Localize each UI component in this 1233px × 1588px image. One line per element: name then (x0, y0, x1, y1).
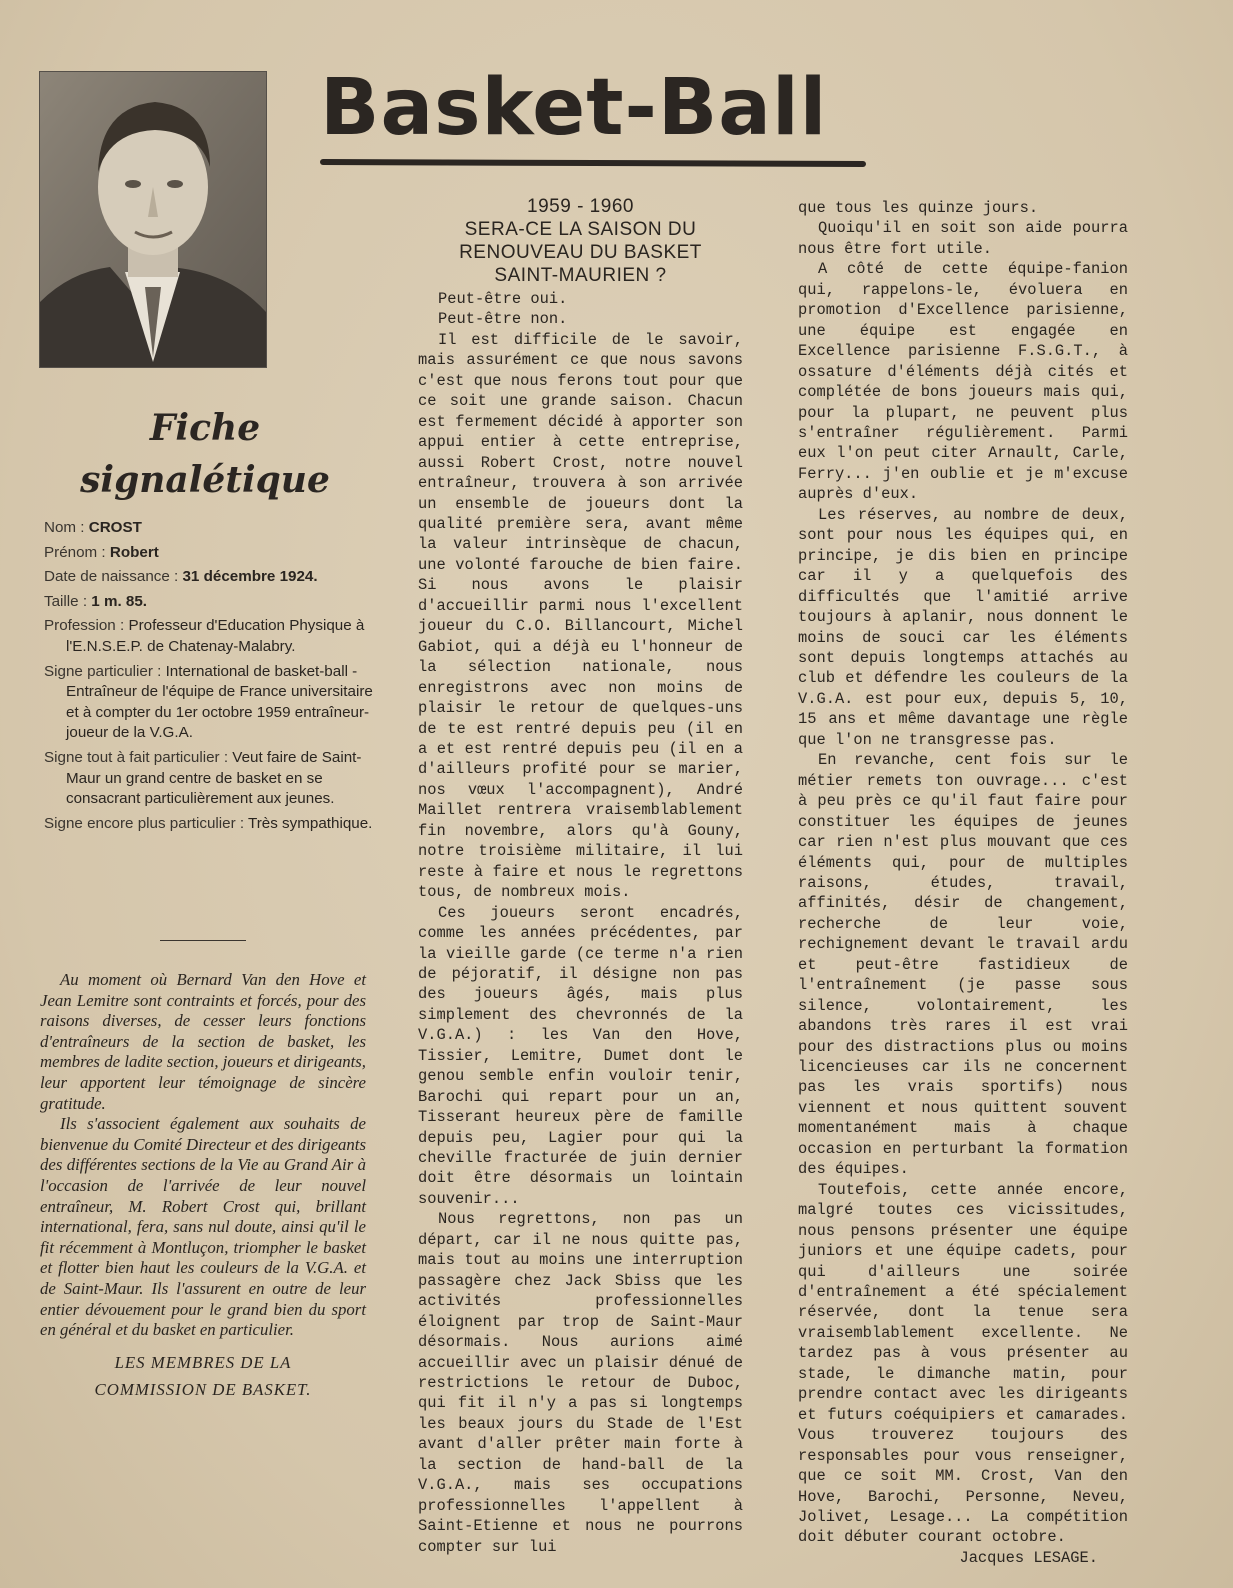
separator-rule (160, 940, 246, 941)
page-title: Basket-Ball (320, 63, 828, 153)
fiche-nom (44, 518, 374, 539)
fiche-value: Veut faire de Saint-Maur un grand centre de basket en se consacrant particulièrement aux jeunes. (66, 748, 362, 808)
fiche-value: 31 décembre 1924. (182, 568, 318, 586)
fiche-label: Signe tout à fait particulier : (44, 748, 229, 766)
fiche-value: Robert (109, 543, 159, 561)
article-paragraph: Quoiqu'il en soit son aide pourra nous être fort utile. (798, 219, 1128, 258)
portrait-photo (39, 71, 267, 368)
fiche-label: Nom : (44, 519, 85, 536)
tribute-text (40, 970, 366, 1403)
fiche-signe2 (44, 748, 374, 810)
article-paragraph: Toutefois, cette année encore, malgré toutes ces vicissitudes, nous pensons présenter une équipe juniors et une équipe cadets, pour qui d'ailleurs une soirée d'entraînement a été spécialement réservée, dont la tenue sera vraisemblablement excellente. Ne tardez pas à vous présenter au stade, le dimanche matin, pour prendre contact avec les dirigeants et futurs coéquipiers et camarades. Vous trouverez toujours des responsables pour vous renseigner, que ce soit MM. Crost, Van den Hove, Barochi, Personne, Neveu, Jolivet, Lesage... La compétition doit débuter courant octobre. (798, 1180, 1128, 1547)
fiche-value: Très sympathique. (248, 814, 373, 832)
fiche-label: Prénom : (44, 543, 106, 561)
fiche-label: Signe encore plus particulier : (44, 814, 245, 832)
article-column-right (798, 198, 1128, 1568)
fiche-naissance (44, 567, 374, 588)
headline-line: SERA-CE LA SAISON DU (464, 219, 697, 240)
fiche-value: 1 m. 85. (91, 592, 148, 610)
tribute-paragraph: Au moment où Bernard Van den Hove et Jean Lemitre sont contraints et forcés, pour des raisons diverses, de cesser leurs fonctions d'entraîneurs de la section de basket, les membres de ladite section, joueurs et dirigeants, leur apportent leur témoignage de sincère gratitude. (40, 970, 366, 1113)
article-paragraph: En revanche, cent fois sur le métier remets ton ouvrage... c'est à peu près ce qu'il faut faire pour constituer les équipes de jeunes car rien n'est plus mouvant que ces éléments qui, pour de multiples raisons, études, travail, affinités, désir de changement, recherche de leur voie, rechignement devant le travail ardu et peut-être fastidieux de l'entraînement (je passe sous silence, volontairement, les abandons très rares il est vrai pour des distractions plus ou moins licencieuses car ils ne concernent pas les vrais sportifs) nous viennent et nous quittent souvent momentanément mais à chaque occasion en perturbant la formation des équipes. (798, 751, 1128, 1179)
fiche-value: CROST (88, 519, 142, 536)
fiche-signe3 (44, 814, 374, 835)
article-paragraph: Nous regrettons, non pas un départ, car il ne nous quitte pas, mais tout au moins une interruption passagère chez Jack Sbiss que les activités professionnelles éloignent par trop de Saint-Maur désormais. Nous aurions aimé accueillir avec un plaisir dénué de restrictions le retour de Duboc, qui fit il n'y a pas si longtemps les beaux jours du Stade de l'Est avant d'aller prêter main forte à la section de hand-ball de la V.G.A., mais ses occupations professionnelles l'appellent à Saint-Etienne et nous ne pourrons compter sur lui (418, 1210, 743, 1556)
signoff-line: LES MEMBRES DE LA (114, 1352, 292, 1372)
article-column-middle (418, 195, 743, 1557)
signoff-line: COMMISSION DE BASKET. (94, 1379, 312, 1399)
article-paragraph: Peut-être oui. (438, 290, 568, 308)
tribute-signoff (40, 1349, 366, 1403)
fiche-signe (44, 662, 374, 744)
fiche-profession (44, 616, 374, 657)
fiche-label: Signe particulier : (44, 662, 162, 680)
headline-line: 1959 - 1960 (527, 196, 634, 217)
article-paragraph: Ces joueurs seront encadrés, comme les années précédentes, par la vieille garde (ce terme n'a rien de péjoratif, il désigne non pas des joueurs âgés, mais plus simplement des chevronnés de la V.G.A.) : les Van den Hove, Tissier, Lemitre, Dumet dont le genou semble enfin vouloir tenir, Barochi qui repart pour un an, Tisserant heureux père de famille depuis peu, Lagier pour qui la cheville fracturée de juin dernier doit être désormais un lointain souvenir... (418, 903, 743, 1208)
article-headline (418, 195, 743, 287)
article-paragraph: que tous les quinze jours. (798, 199, 1039, 217)
headline-line: SAINT-MAURIEN ? (494, 265, 667, 286)
article-paragraph: Peut-être non. (438, 310, 568, 329)
portrait-illustration (40, 72, 266, 367)
article-paragraph: Il est difficile de le savoir, mais assurément ce que nous savons c'est que nous ferons tout pour que ce soit une grande saison. Chacun est fermement décidé à apporter son appui entier à cette entreprise, aussi Robert Crost, notre nouvel entraîneur, trouvera à son arrivée un ensemble de joueurs dont la qualité première sera, avant même la valeur intrinsèque de chacun, une volonté farouche de bien faire. Si nous avons le plaisir d'accueillir parmi nous l'excellent joueur du C.O. Billancourt, Michel Gabiot, qui a déjà eu l'honneur de la sélection nationale, nous enregistrons avec non moins de plaisir le retour de quelques-uns de te est rentré depuis peu (il en a et est rentré depuis peu (il en a d'ailleurs profité pour se marier, nos vœux l'accompagnent), André Maillet rentrera vraisemblablement fin novembre, alors qu'à Gouny, notre troisième militaire, il lui reste à faire et nous le regrettons tous, de nombreux mois. (418, 330, 743, 902)
tribute-paragraph: Ils s'associent également aux souhaits de bienvenue du Comité Directeur et des dirigeants des différentes sections de la Vie au Grand Air à l'occasion de l'arrivée de leur nouvel entraîneur, M. Robert Crost qui, brillant international, fera, sans nul doute, ainsi qu'il le fit récemment à Montluçon, triompher le basket et flotter bien haut les couleurs de la V.G.A. et de Saint-Maur. Ils l'assurent en outre de leur entier dévouement pour le grand bien du sport en général et du basket en particulier. (40, 1114, 366, 1340)
title-underline (320, 159, 866, 167)
fiche-taille (44, 592, 374, 613)
fiche-label: Date de naissance : (44, 568, 179, 586)
headline-line: RENOUVEAU DU BASKET (459, 242, 702, 263)
fiche-prenom (44, 543, 374, 564)
article-paragraph: Les réserves, au nombre de deux, sont pour nous les équipes qui, en principe, je dis bien en principe car il y a quelquefois des difficultés que l'amitié arrive toujours à aplanir, nous donnent le moins de souci car les éléments sont depuis longtemps attachés au club et défendre les couleurs de la V.G.A. est pour eux, depuis 5, 10, 15 ans et même davantage une règle que l'on ne transgresse pas. (798, 505, 1128, 749)
fiche-label: Profession : (44, 617, 125, 635)
article-paragraph: A côté de cette équipe-fanion qui, rappelons-le, évoluera en promotion d'Excellence parisienne, une équipe est engagée en Excellence parisienne F.S.G.T., à ossature d'éléments déjà cités et complétée de bons joueurs mais qui, pour la plupart, ne peuvent plus s'entraîner régulièrement. Parmi eux l'on peut citer Arnault, Carle, Ferry... j'en oublie et je m'excuse auprès d'eux. (798, 260, 1128, 504)
fiche-value: Professeur d'Education Physique à l'E.N.S.E.P. de Chatenay-Malabry. (66, 617, 365, 655)
article-signature: Jacques LESAGE. (959, 1548, 1098, 1567)
fiche-heading: Fiche signalétique (80, 407, 330, 501)
fiche-label: Taille : (44, 592, 88, 610)
fiche-value: International de basket-ball - Entraîneur de l'équipe de France universitaire et à compter du 1er octobre 1959 entraîneur-joueur de la V.G.A. (66, 662, 373, 742)
fiche-block (44, 518, 374, 838)
